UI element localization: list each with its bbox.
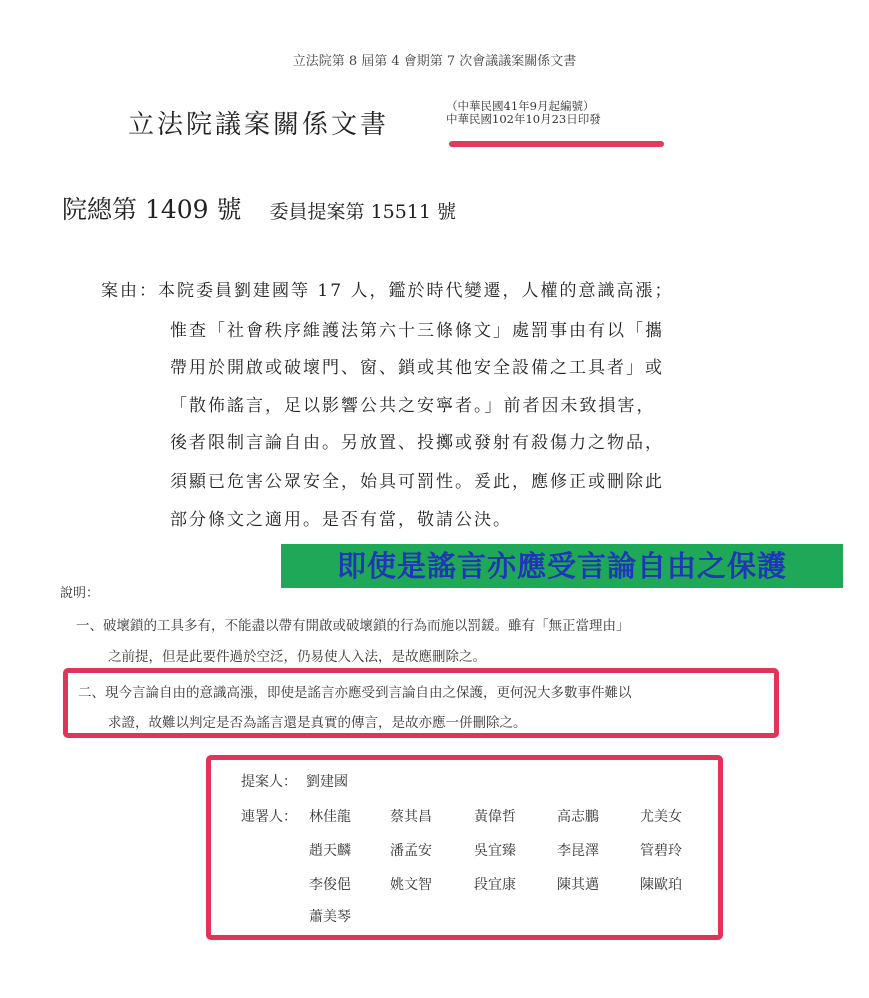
cosigner-name: 蕭美琴 [309,909,351,925]
reason-line: 惟查「社會秩序維護法第六十三條條文」處罰事由有以「攜 [170,321,664,341]
banner-text: 即使是謠言亦應受言論自由之保護 [336,549,787,583]
cosigner-name: 陳歐珀 [640,877,682,893]
explanation-item-2: 二、現今言論自由的意識高漲，即使是謠言亦應受到言論自由之保護，更何況大多數事件難以 [78,685,632,701]
explanation-item-1: 一、破壞鎖的工具多有，不能盡以帶有開啟或破壞鎖的行為而施以罰鍰。雖有「無正當理由」 [76,618,630,634]
proposal-number: 委員提案第 15511 號 [269,201,457,223]
cosigner-name: 管碧玲 [640,843,682,859]
proposer-name: 劉建國 [306,774,348,790]
date-block [446,100,601,126]
explanation-label: 說明： [60,586,100,601]
document-title: 立法院議案關係文書 [128,110,390,140]
cosigner-name: 尤美女 [640,809,682,825]
cosigner-name: 蔡其昌 [390,809,432,825]
reason-line: 部分條文之適用。是否有當，敬請公決。 [170,510,512,530]
cosigner-name: 吳宜臻 [474,843,516,859]
reason-line: 後者限制言論自由。另放置、投擲或發射有殺傷力之物品， [170,433,664,453]
cosigner-label: 連署人： [241,809,297,825]
cosigner-name: 林佳龍 [309,809,351,825]
cosigner-name: 李俊俋 [309,877,351,893]
explanation-item-1-cont: 之前提，但是此要件過於空泛，仍易使人入法，是故應刪除之。 [108,649,486,665]
header-session-line: 立法院第 8 屆第 4 會期第 7 次會議議案關係文書 [292,54,577,69]
numbering-note: （中華民國41年9月起編號） [446,99,595,113]
cosigner-name: 陳其邁 [557,877,599,893]
cosigner-name: 段宜康 [474,877,516,893]
reason-line: 「散佈謠言，足以影響公共之安寧者。」前者因未致損害， [170,396,656,416]
reason-line: 須顯已危害公眾安全，始具可罰性。爰此，應修正或刪除此 [170,472,664,492]
general-number: 院總第 1409 號 [62,195,242,224]
cosigner-name: 趙天麟 [309,843,351,859]
cosigner-name: 姚文智 [390,877,432,893]
cosigner-name: 李昆澤 [557,843,599,859]
print-date: 中華民國102年10月23日印發 [446,112,601,126]
cosigner-name: 潘孟安 [390,843,432,859]
reason-line: 案由：本院委員劉建國等 17 人，鑑於時代變遷，人權的意識高漲； [101,281,674,301]
date-highlight-underline [449,141,664,147]
proposer-label: 提案人： [241,774,297,790]
explanation-item-2-cont: 求證，故難以判定是否為謠言還是真實的傳言，是故亦應一併刪除之。 [108,715,527,731]
reason-line: 帶用於開啟或破壞門、窗、鎖或其他安全設備之工具者」或 [170,358,664,378]
cosigner-name: 高志鵬 [557,809,599,825]
document-numbers [62,190,456,226]
cosigner-name: 黃偉哲 [474,809,516,825]
highlight-banner [281,544,843,588]
